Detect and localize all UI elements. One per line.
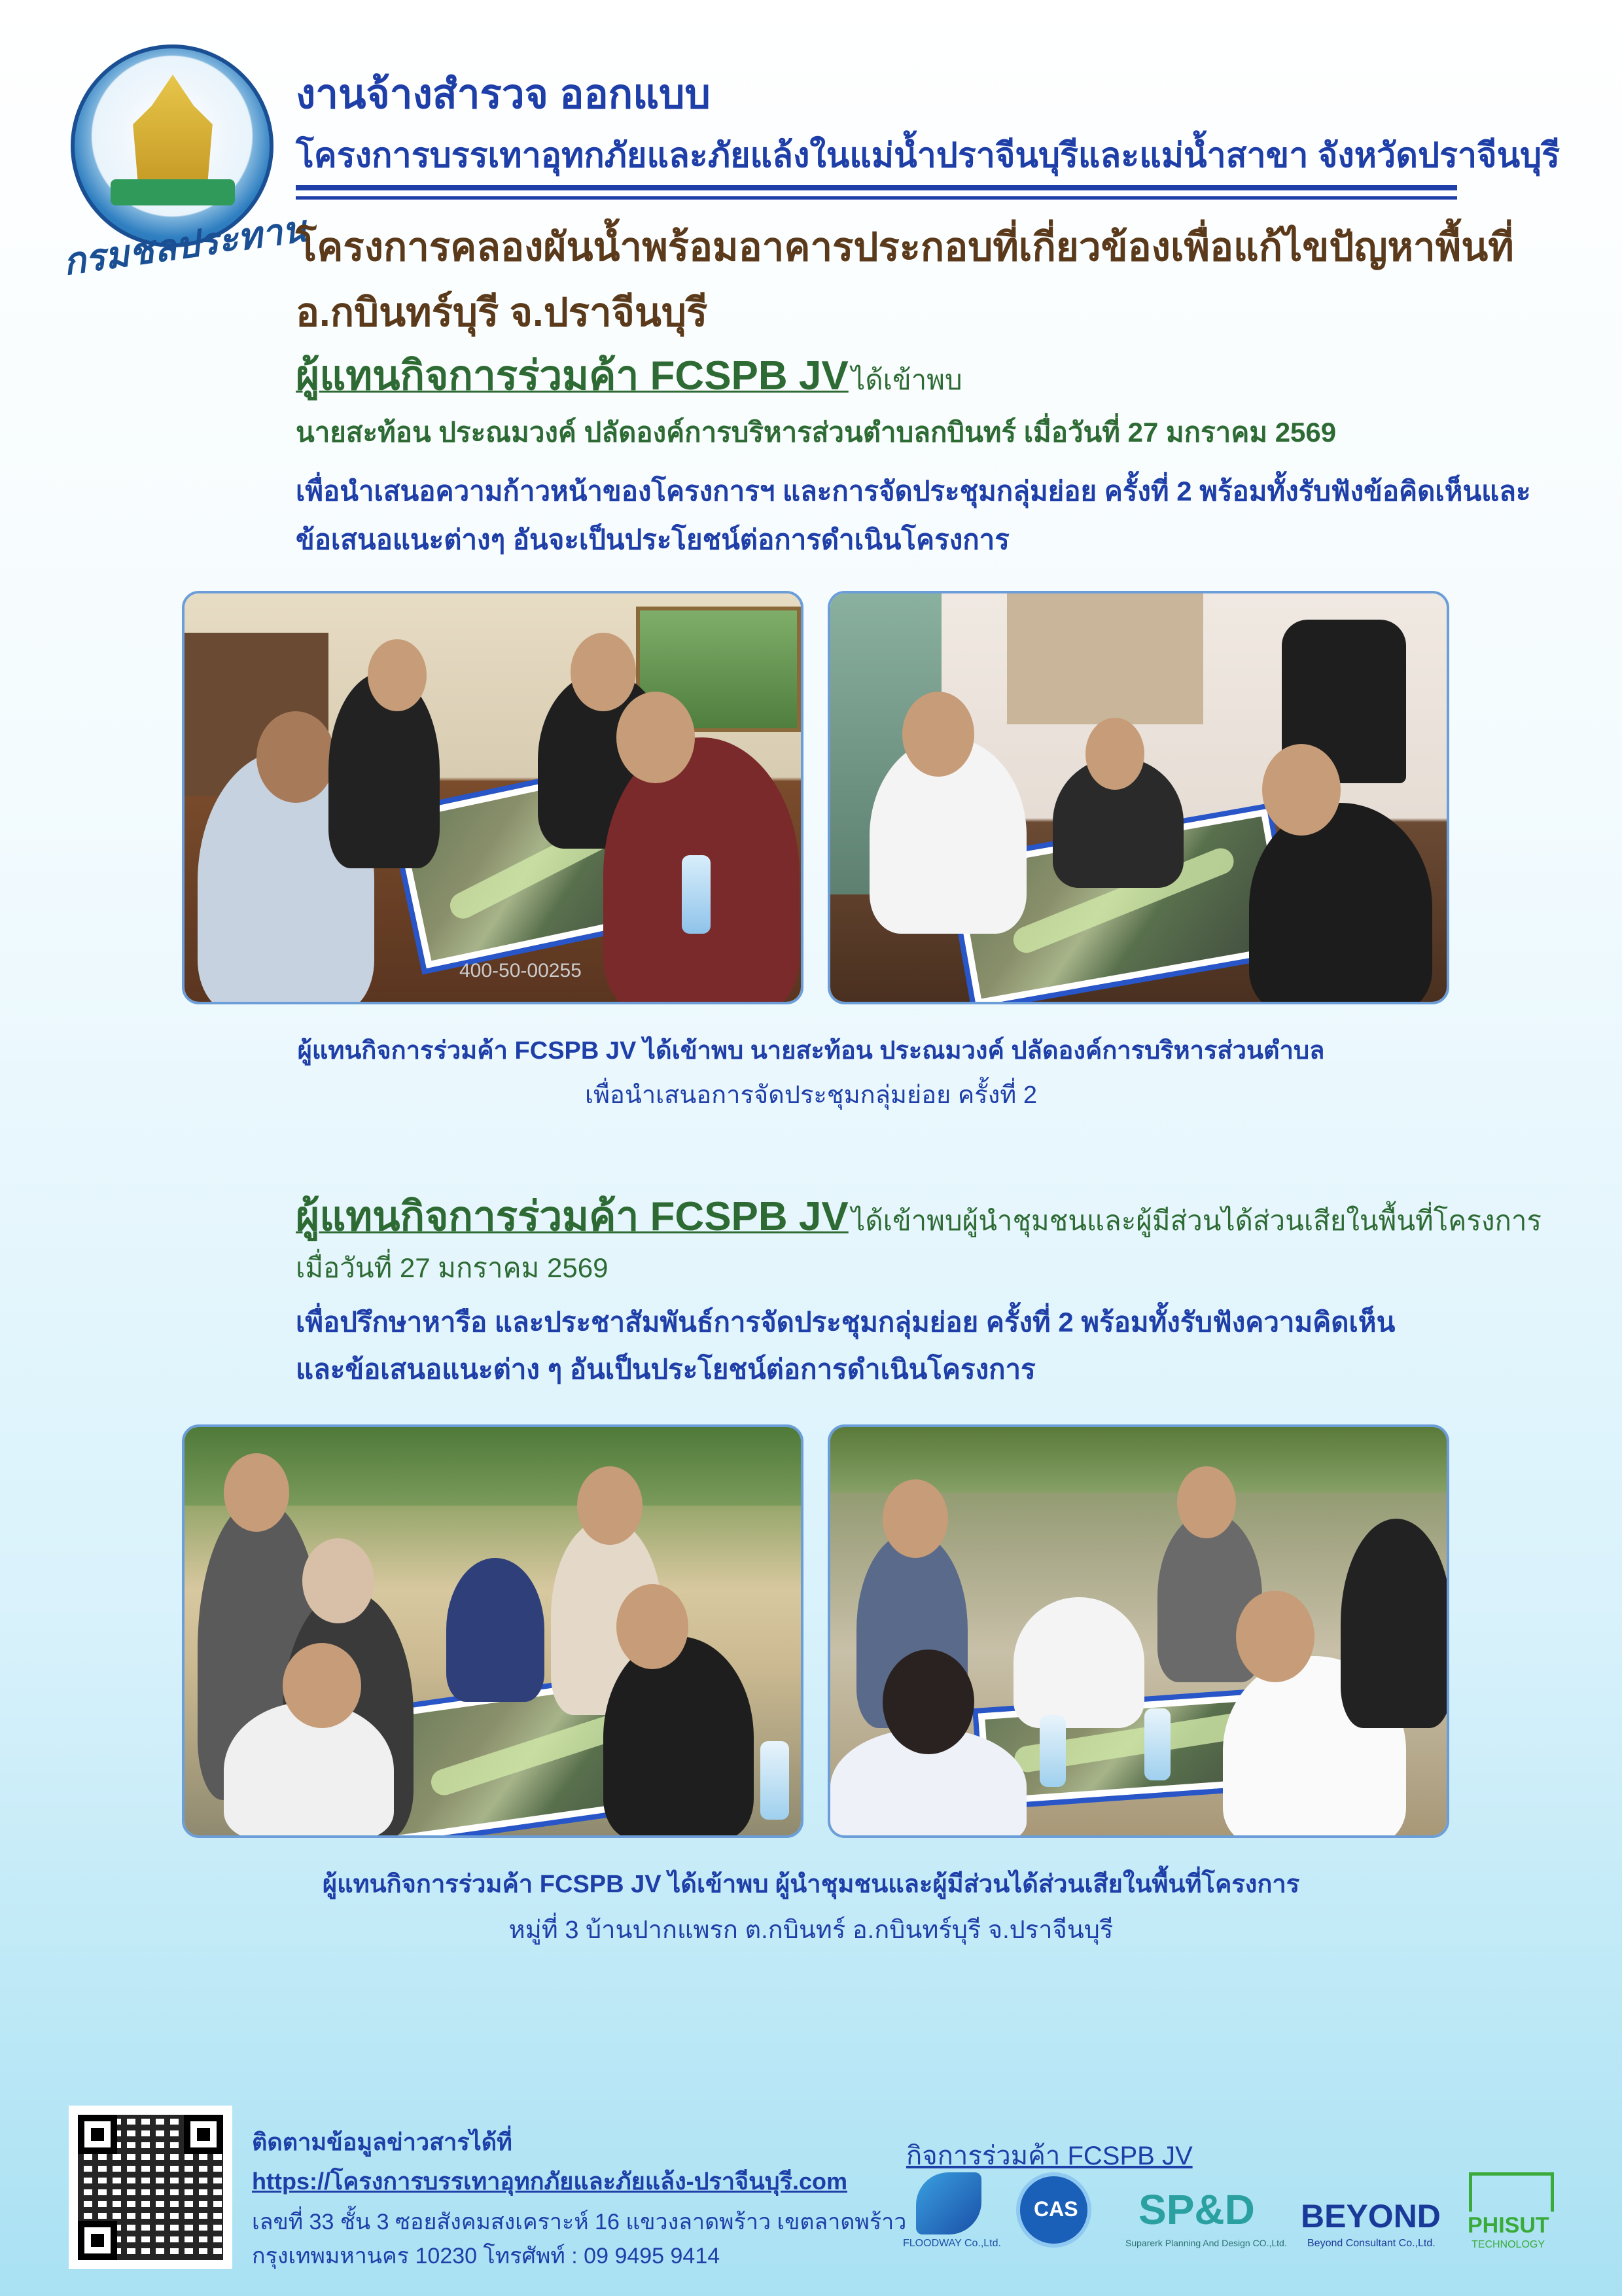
consultant-head <box>616 1584 688 1669</box>
section2-heading <box>296 1184 1542 1248</box>
logo-base-emblem <box>111 179 235 205</box>
section1-rep-suffix: ได้เข้าพบ <box>851 364 962 395</box>
header-divider <box>296 185 1457 190</box>
section1-caption-1: ผู้แทนกิจการร่วมค้า FCSPB JV ได้เข้าพบ นายสะท้อน ประณมวงค์ ปลัดองค์การบริหารส่วนตำบล <box>297 1037 1325 1065</box>
floodway-logo <box>903 2172 1001 2257</box>
floodway-wave-icon <box>916 2172 981 2234</box>
consultant-back-head <box>883 1650 974 1754</box>
website-link[interactable]: https://โครงการบรรเทาอุทกภัยและภัยแล้ง-ปราจีนบุรี.com <box>252 2168 847 2195</box>
cas-text: CAS <box>1034 2197 1078 2221</box>
qr-finder-top-left <box>78 2115 117 2154</box>
villager-9 <box>1341 1519 1449 1728</box>
villager-8-head <box>1177 1466 1236 1538</box>
qr-finder-bottom-left <box>78 2221 117 2260</box>
person-official-2 <box>1249 803 1432 1004</box>
partner-title: กิจการร่วมค้า FCSPB JV <box>906 2142 1193 2170</box>
section1-heading <box>296 344 962 408</box>
section2-caption-2: หมู่ที่ 3 บ้านปากแพรก ต.กบินทร์ อ.กบินทร์บุรี จ.ปราจีนบุรี <box>508 1916 1114 1944</box>
water-bottle-5 <box>1144 1708 1171 1780</box>
photo-community-1 <box>182 1424 803 1838</box>
beyond-subtext: Beyond Consultant Co.,Ltd. <box>1307 2238 1436 2249</box>
person-right-head <box>616 692 695 783</box>
water-bottle <box>682 855 711 934</box>
section2-line-1: เมื่อวันที่ 27 มกราคม 2569 <box>296 1252 608 1283</box>
qr-code[interactable] <box>69 2106 232 2269</box>
phisut-subtext: TECHNOLOGY <box>1472 2239 1545 2250</box>
header-line-2: โครงการบรรเทาอุทกภัยและภัยแล้งในแม่น้ำปราจีนบุรีและแม่น้ำสาขา จังหวัดปราจีนบุรี <box>296 137 1560 175</box>
spd-subtext: Suparerk Planning And Design CO.,Ltd. <box>1125 2238 1287 2248</box>
logo-text: กรมชลประทาน <box>60 207 310 283</box>
section1-caption-2: เพื่อนำเสนอการจัดประชุมกลุ่มย่อย ครั้งที่ 2 <box>584 1082 1037 1109</box>
person-official-2-head <box>1262 744 1341 836</box>
villager-4 <box>446 1558 544 1702</box>
villager-6-head <box>883 1479 948 1558</box>
project-location: อ.กบินทร์บุรี จ.ปราจีนบุรี <box>296 291 708 334</box>
spd-logo <box>1125 2172 1289 2257</box>
water-bottle-3 <box>760 1741 789 1820</box>
person-white-shirt-head <box>902 692 974 777</box>
photo-meeting-2 <box>828 591 1449 1004</box>
water-bottle-4 <box>1040 1715 1066 1787</box>
villager-3-head <box>283 1643 361 1728</box>
photo-meeting-1 <box>182 591 803 1004</box>
consultant-white-head <box>1236 1591 1314 1682</box>
person-seated-head <box>1085 718 1144 790</box>
section2-line-3: และข้อเสนอแนะต่าง ๆ อันเป็นประโยชน์ต่อการดำเนินโครงการ <box>296 1354 1036 1385</box>
person-left-head <box>256 711 335 803</box>
header-line-1: งานจ้างสำรวจ ออกแบบ <box>296 72 711 117</box>
cas-logo <box>1013 2172 1098 2257</box>
follow-label: ติดตามข้อมูลข่าวสารได้ที่ <box>252 2128 512 2155</box>
header-divider-thin <box>296 196 1457 200</box>
project-title: โครงการคลองผันน้ำพร้อมอาคารประกอบที่เกี่ยวข้องเพื่อแก้ไขปัญหาพื้นที่ <box>296 225 1514 269</box>
villager-5-head <box>577 1466 643 1545</box>
section1-rep: ผู้แทนกิจการร่วมค้า FCSPB JV <box>296 353 849 398</box>
shelf <box>1007 593 1203 724</box>
person-middle-head <box>368 639 427 711</box>
section2-rep: ผู้แทนกิจการร่วมค้า FCSPB JV <box>296 1194 849 1239</box>
photo-community-2 <box>828 1424 1449 1838</box>
beyond-logo <box>1301 2172 1445 2257</box>
spd-text: SP&D <box>1138 2186 1255 2233</box>
phisut-logo <box>1462 2172 1567 2257</box>
villager-1-head <box>224 1453 289 1532</box>
person-official-head <box>571 633 636 711</box>
floodway-name: FLOODWAY Co.,Ltd. <box>903 2238 1001 2249</box>
qr-finder-top-right <box>184 2115 223 2154</box>
villager-7 <box>1014 1597 1144 1728</box>
phisut-text: PHISUT <box>1468 2213 1549 2238</box>
section2-caption-1: ผู้แทนกิจการร่วมค้า FCSPB JV ได้เข้าพบ ผู้นำชุมชนและผู้มีส่วนได้ส่วนเสียในพื้นที่โครงการ <box>322 1871 1300 1898</box>
desk-plate-number: 400-50-00255 <box>459 960 582 981</box>
beyond-text: BEYOND <box>1301 2198 1441 2234</box>
section1-line-3: ข้อเสนอแนะต่างๆ อันจะเป็นประโยชน์ต่อการดำเนินโครงการ <box>296 524 1010 555</box>
section1-line-2: เพื่อนำเสนอความก้าวหน้าของโครงการฯ และการจัดประชุมกลุ่มย่อย ครั้งที่ 2 พร้อมทั้งรับฟังข้อคิดเห็นและ <box>296 476 1531 506</box>
villager-2-head <box>302 1538 374 1623</box>
consultant <box>603 1636 754 1838</box>
section2-rep-suffix: ได้เข้าพบผู้นำชุมชนและผู้มีส่วนได้ส่วนเสียในพื้นที่โครงการ <box>851 1205 1542 1236</box>
address-line-2: กรุงเทพมหานคร 10230 โทรศัพท์ : 09 9495 9414 <box>252 2244 720 2269</box>
phisut-building-icon <box>1469 2172 1554 2212</box>
address-line-1: เลขที่ 33 ชั้น 3 ซอยสังคมสงเคราะห์ 16 แขวงลาดพร้าว เขตลาดพร้าว <box>252 2210 907 2234</box>
section1-line-1: นายสะท้อน ประณมวงค์ ปลัดองค์การบริหารส่วนตำบลกบินทร์ เมื่อวันที่ 27 มกราคม 2569 <box>296 417 1337 448</box>
section2-line-2: เพื่อปรึกษาหารือ และประชาสัมพันธ์การจัดประชุมกลุ่มย่อย ครั้งที่ 2 พร้อมทั้งรับฟังความคิดเห็น <box>296 1307 1396 1337</box>
